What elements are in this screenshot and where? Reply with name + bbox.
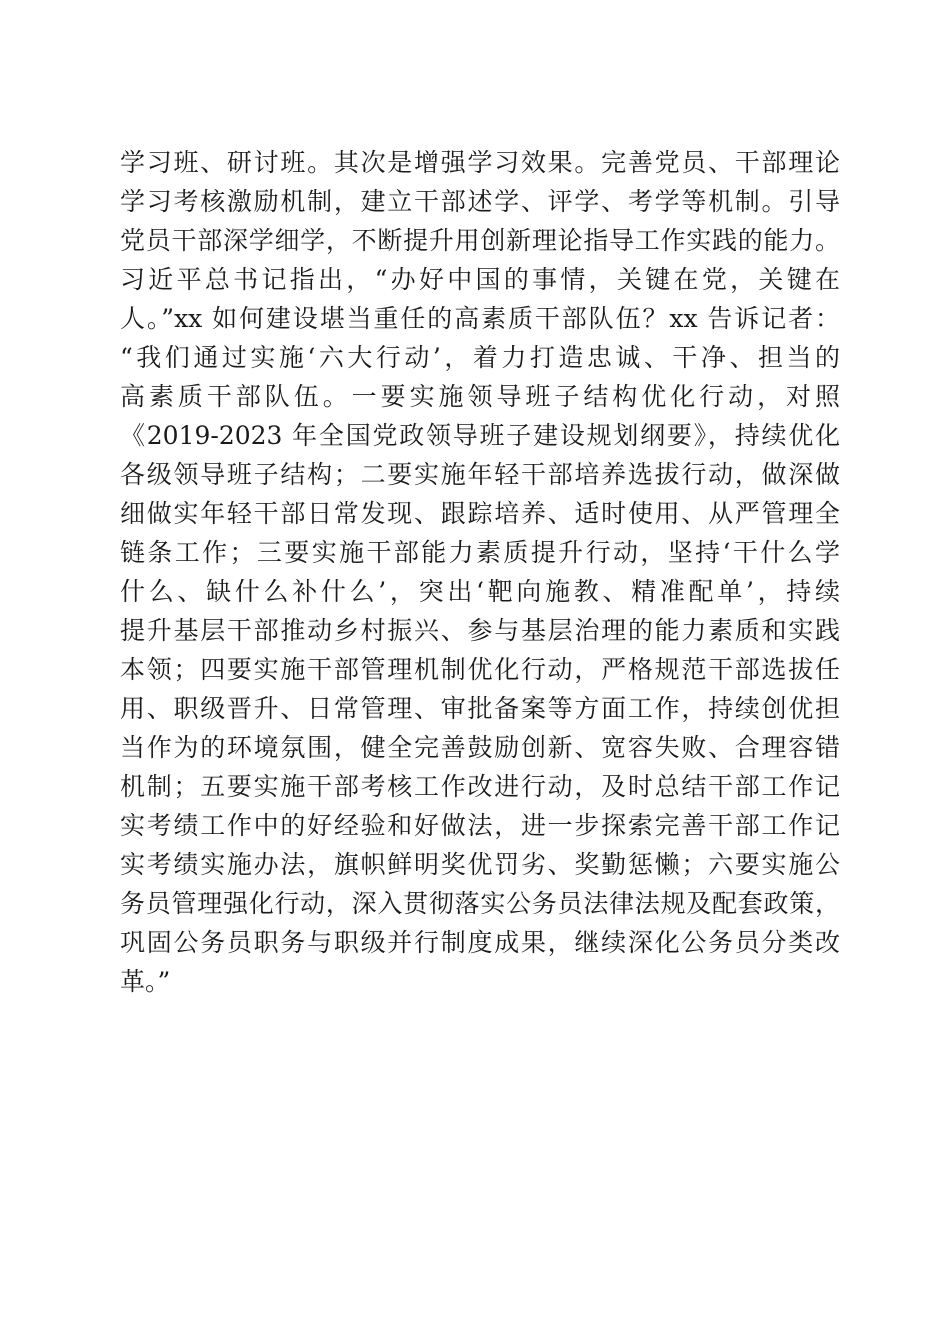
text-line: 当作为的环境氛围，健全完善鼓励创新、宽容失败、合理容错 [120, 733, 840, 762]
text-line: 实考绩工作中的好经验和好做法，进一步探索完善干部工作记 [120, 811, 840, 840]
text-line: 革。” [120, 967, 171, 996]
text-line: 机制；五要实施干部考核工作改进行动，及时总结干部工作记 [120, 772, 840, 801]
text-line: 《2019-2023 年全国党政领导班子建设规划纲要》，持续优化 [120, 421, 840, 450]
text-line: 什么、缺什么补什么’，突出‘靶向施教、精准配单’，持续 [120, 577, 840, 606]
text-line: 各级领导班子结构；二要实施年轻干部培养选拔行动，做深做 [120, 460, 840, 489]
text-line: 实考绩实施办法，旗帜鲜明奖优罚劣、奖勤惩懒；六要实施公 [120, 850, 840, 879]
text-line: 学习班、研讨班。其次是增强学习效果。完善党员、干部理论 [120, 148, 840, 177]
text-line: 务员管理强化行动，深入贯彻落实公务员法律法规及配套政策， [120, 889, 840, 918]
text-line: 人。”xx 如何建设堪当重任的高素质干部队伍？xx 告诉记者： [120, 304, 840, 333]
text-line: 提升基层干部推动乡村振兴、参与基层治理的能力素质和实践 [120, 616, 840, 645]
text-line: 学习考核激励机制，建立干部述学、评学、考学等机制。引导 [120, 187, 840, 216]
text-line: 习近平总书记指出，“办好中国的事情，关键在党，关键在 [120, 265, 840, 294]
text-line: 高素质干部队伍。一要实施领导班子结构优化行动，对照 [120, 382, 840, 411]
text-line: 本领；四要实施干部管理机制优化行动，严格规范干部选拔任 [120, 655, 840, 684]
text-line: 党员干部深学细学，不断提升用创新理论指导工作实践的能力。 [120, 226, 840, 255]
text-line: 巩固公务员职务与职级并行制度成果，继续深化公务员分类改 [120, 928, 840, 957]
text-line: “我们通过实施‘六大行动’，着力打造忠诚、干净、担当的 [120, 343, 840, 372]
body-paragraph [120, 143, 840, 1001]
text-line: 细做实年轻干部日常发现、跟踪培养、适时使用、从严管理全 [120, 499, 840, 528]
text-line: 链条工作；三要实施干部能力素质提升行动，坚持‘干什么学 [120, 538, 840, 567]
text-line: 用、职级晋升、日常管理、审批备案等方面工作，持续创优担 [120, 694, 840, 723]
